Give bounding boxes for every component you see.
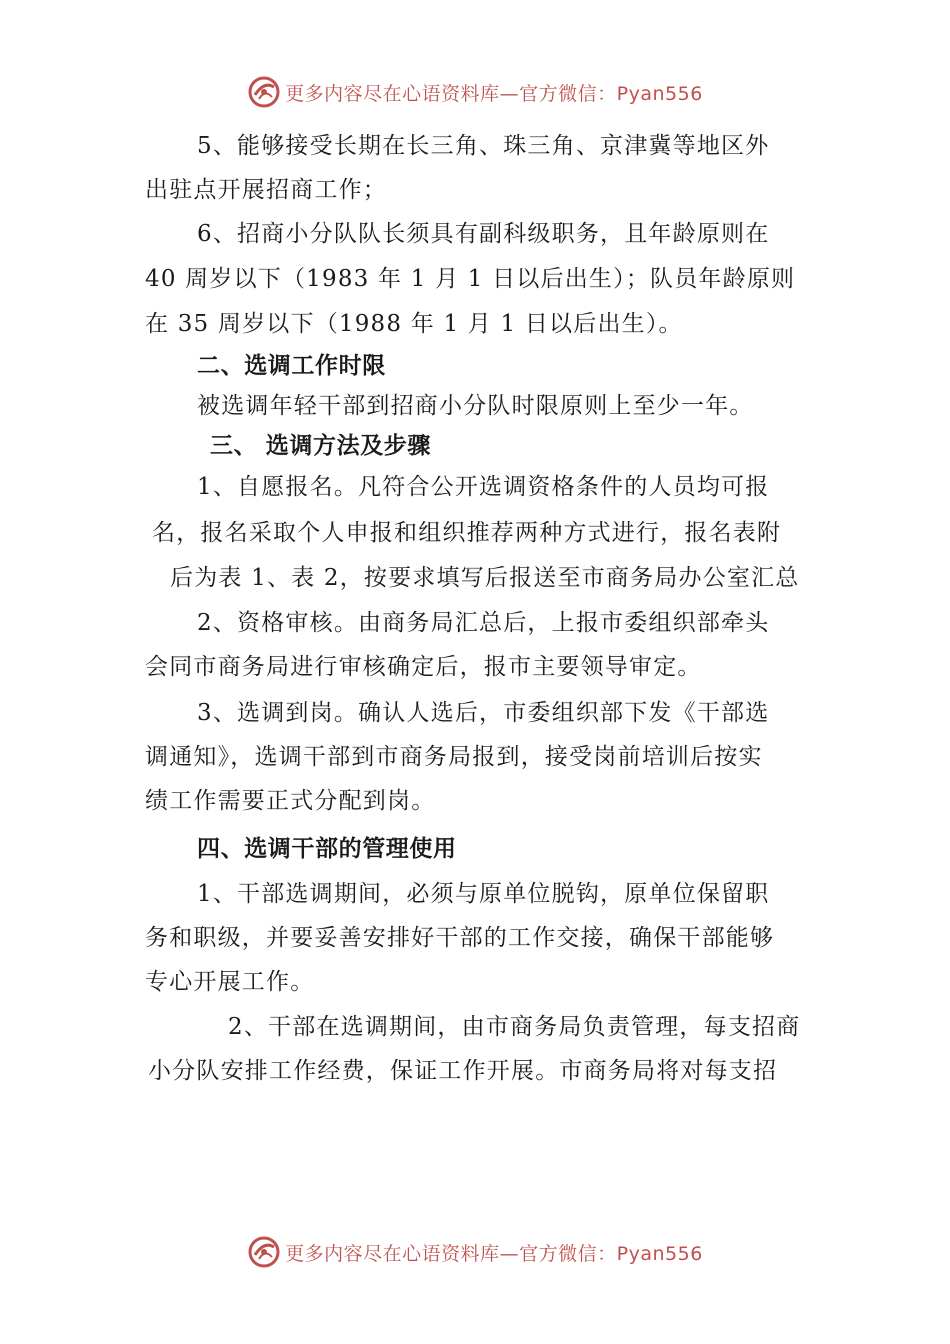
paragraph-3-line-1: 被选调年轻干部到招商小分队时限原则上至少一年。 [197, 393, 754, 419]
paragraph-4-line-2: 名，报名采取个人申报和组织推荐两种方式进行，报名表附 [152, 520, 782, 546]
section-heading-4: 四、选调干部的管理使用 [197, 836, 457, 862]
paragraph-1-line-1: 5、能够接受长期在长三角、珠三角、京津冀等地区外 [197, 133, 770, 159]
paragraph-7-line-2: 务和职级，并要妥善安排好干部的工作交接，确保干部能够 [145, 925, 775, 951]
paragraph-4-line-3: 后为表 1、表 2，按要求填写后报送至市商务局办公室汇总 [170, 565, 800, 591]
watermark-header [0, 72, 950, 112]
paragraph-8-line-1: 2、干部在选调期间，由市商务局负责管理，每支招商 [228, 1014, 801, 1040]
section-heading-3: 三、 选调方法及步骤 [210, 433, 432, 459]
watermark-text: 更多内容尽在心语资料库—官方微信：Pyan556 [285, 1242, 703, 1265]
watermark-logo-icon [247, 75, 281, 109]
watermark-text: 更多内容尽在心语资料库—官方微信：Pyan556 [285, 82, 703, 105]
paragraph-4-line-1: 1、自愿报名。凡符合公开选调资格条件的人员均可报 [197, 474, 770, 500]
watermark-logo-icon [247, 1235, 281, 1269]
paragraph-1-line-2: 出驻点开展招商工作； [145, 177, 387, 203]
paragraph-6-line-3: 绩工作需要正式分配到岗。 [145, 788, 436, 814]
paragraph-2-line-3: 在 35 周岁以下（1988 年 1 月 1 日以后出生）。 [145, 311, 683, 337]
watermark-footer [0, 1232, 950, 1272]
paragraph-5-line-2: 会同市商务局进行审核确定后，报市主要领导审定。 [145, 654, 702, 680]
paragraph-6-line-2: 调通知》，选调干部到市商务局报到，接受岗前培训后按实 [145, 744, 763, 770]
paragraph-7-line-1: 1、干部选调期间，必须与原单位脱钩，原单位保留职 [197, 881, 770, 907]
paragraph-6-line-1: 3、选调到岗。确认人选后，市委组织部下发《干部选 [197, 700, 770, 726]
paragraph-7-line-3: 专心开展工作。 [145, 969, 315, 995]
paragraph-8-line-2: 小分队安排工作经费，保证工作开展。市商务局将对每支招 [148, 1058, 778, 1084]
paragraph-5-line-1: 2、资格审核。由商务局汇总后，上报市委组织部牵头 [197, 610, 770, 636]
paragraph-2-line-2: 40 周岁以下（1983 年 1 月 1 日以后出生）；队员年龄原则 [145, 266, 796, 292]
paragraph-2-line-1: 6、招商小分队队长须具有副科级职务，且年龄原则在 [197, 221, 770, 247]
section-heading-2: 二、选调工作时限 [197, 353, 386, 379]
